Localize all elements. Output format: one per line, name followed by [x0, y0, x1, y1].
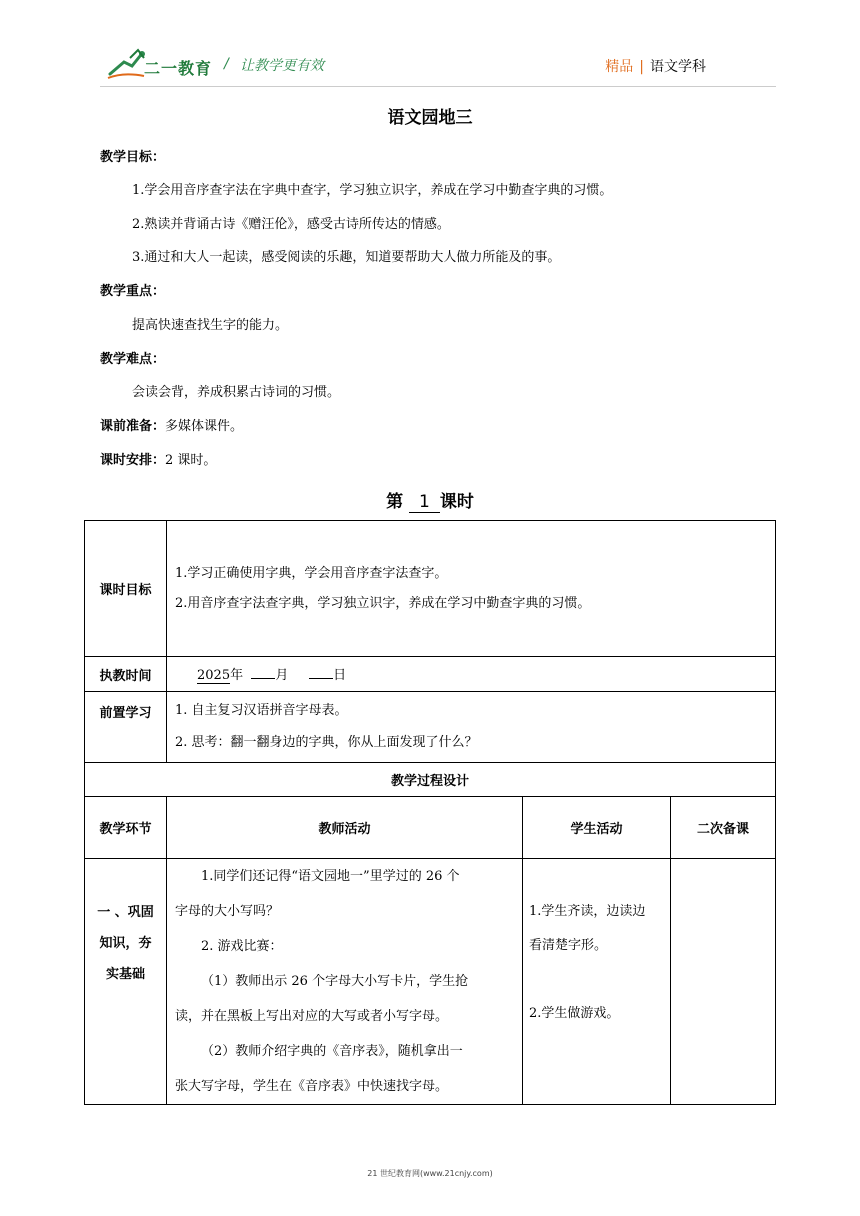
- stage-line: 一 、巩固: [97, 905, 154, 920]
- stage-cell: [85, 859, 167, 1105]
- slogan-separator: /: [224, 56, 229, 72]
- preparation-row: [100, 415, 243, 434]
- time-label: 执教时间: [85, 657, 167, 692]
- teacher-activity-cell: [167, 859, 523, 1105]
- col-student-header: 学生活动: [523, 797, 671, 859]
- table-row: [85, 763, 776, 797]
- goal-item: 1.学习正确使用字典，学会用音序查字法查字。: [175, 565, 448, 581]
- student-line: 2.学生做游戏。: [529, 1006, 620, 1021]
- col-stage-header: 教学环节: [85, 797, 167, 859]
- teacher-line: 读，并在黑板上写出对应的大写或者小写字母。: [175, 1009, 449, 1024]
- table-row: [85, 692, 776, 763]
- time-month-blank: [251, 678, 275, 679]
- pre-item: 2. 思考：翻一翻身边的字典，你从上面发现了什么？: [175, 735, 478, 750]
- brand-tag: [605, 56, 706, 76]
- lesson-prefix: 第: [386, 492, 404, 512]
- preparation-text: 多媒体课件。: [165, 419, 244, 434]
- lesson-plan-table: [84, 520, 776, 1105]
- objective-item: 3.通过和大人一起读，感受阅读的乐趣，知道要帮助大人做力所能及的事。: [132, 250, 561, 265]
- pre-label: 前置学习: [85, 692, 167, 763]
- brand-separator: |: [639, 59, 644, 75]
- teacher-line: 2. 游戏比赛：: [201, 939, 283, 954]
- teacher-line: 张大写字母，学生在《音序表》中快速找字母。: [175, 1079, 449, 1094]
- process-title: 教学过程设计: [85, 763, 776, 797]
- table-row: [85, 521, 776, 657]
- stage-line: 实基础: [105, 967, 145, 982]
- difficulties-text: 会读会背，养成积累古诗词的习惯。: [132, 385, 341, 400]
- goal-label: 课时目标: [85, 521, 167, 657]
- brand-subject: 语文学科: [650, 59, 706, 75]
- student-line: 1.学生齐读，边读边: [529, 904, 646, 919]
- pre-item: 1. 自主复习汉语拼音字母表。: [175, 703, 348, 718]
- page-title: 语文园地三: [387, 108, 473, 128]
- teacher-line: （1）教师出示 26 个字母大小写卡片，学生抢: [201, 974, 469, 989]
- time-year: 2025: [197, 668, 231, 683]
- schedule-text: 2 课时。: [165, 453, 217, 468]
- time-cell: [167, 657, 776, 692]
- student-line: 看清楚字形。: [529, 938, 608, 953]
- time-day-unit: 日: [333, 668, 347, 683]
- difficulties-heading: 教学难点：: [100, 352, 166, 367]
- preparation-heading: 课前准备：: [100, 419, 166, 434]
- objectives-heading: 教学目标：: [100, 150, 166, 165]
- col-teacher-header: 教师活动: [167, 797, 523, 859]
- student-activity-cell: [523, 859, 671, 1105]
- col-notes-header: 二次备课: [671, 797, 776, 859]
- key-points-heading: 教学重点：: [100, 284, 166, 299]
- schedule-row: [100, 449, 216, 468]
- stage-line: 知识，夯: [99, 936, 152, 951]
- teacher-line: 1.同学们还记得“语文园地一”里学过的 26 个: [201, 869, 460, 884]
- teacher-line: 字母的大小写吗？: [175, 904, 280, 919]
- objective-item: 2.熟读并背诵古诗《赠汪伦》，感受古诗所传达的情感。: [132, 217, 450, 232]
- lesson-number: 1: [409, 492, 440, 513]
- lesson-suffix: 课时: [439, 492, 474, 512]
- key-points-text: 提高快速查找生字的能力。: [132, 318, 289, 333]
- student-line: [523, 963, 670, 997]
- time-year-unit: 年: [230, 668, 244, 683]
- page-header: [100, 48, 780, 88]
- lesson-title: [0, 487, 860, 513]
- schedule-heading: 课时安排：: [100, 453, 166, 468]
- page-footer: 21 世纪教育网(www.21cnjy.com): [367, 1169, 493, 1178]
- teacher-line: （2）教师介绍字典的《音序表》，随机拿出一: [201, 1044, 463, 1059]
- header-divider: [100, 86, 776, 87]
- goal-item: 2.用音序查字法查字典，学习独立识字，养成在学习中勤查字典的习惯。: [175, 595, 591, 611]
- notes-cell: [671, 859, 776, 1105]
- logo-text: 二一教育: [144, 59, 213, 78]
- slogan: 让教学更有效: [240, 58, 324, 74]
- goal-cell: [167, 521, 776, 657]
- objective-item: 1.学会用音序查字法在字典中查字，学习独立识字，养成在学习中勤查字典的习惯。: [132, 183, 613, 198]
- brand-quality: 精品: [605, 59, 634, 75]
- time-day-blank: [309, 678, 333, 679]
- pre-cell: [167, 692, 776, 763]
- table-row: [85, 797, 776, 859]
- table-row: [85, 859, 776, 1105]
- time-month-unit: 月: [275, 668, 289, 683]
- table-row: [85, 657, 776, 692]
